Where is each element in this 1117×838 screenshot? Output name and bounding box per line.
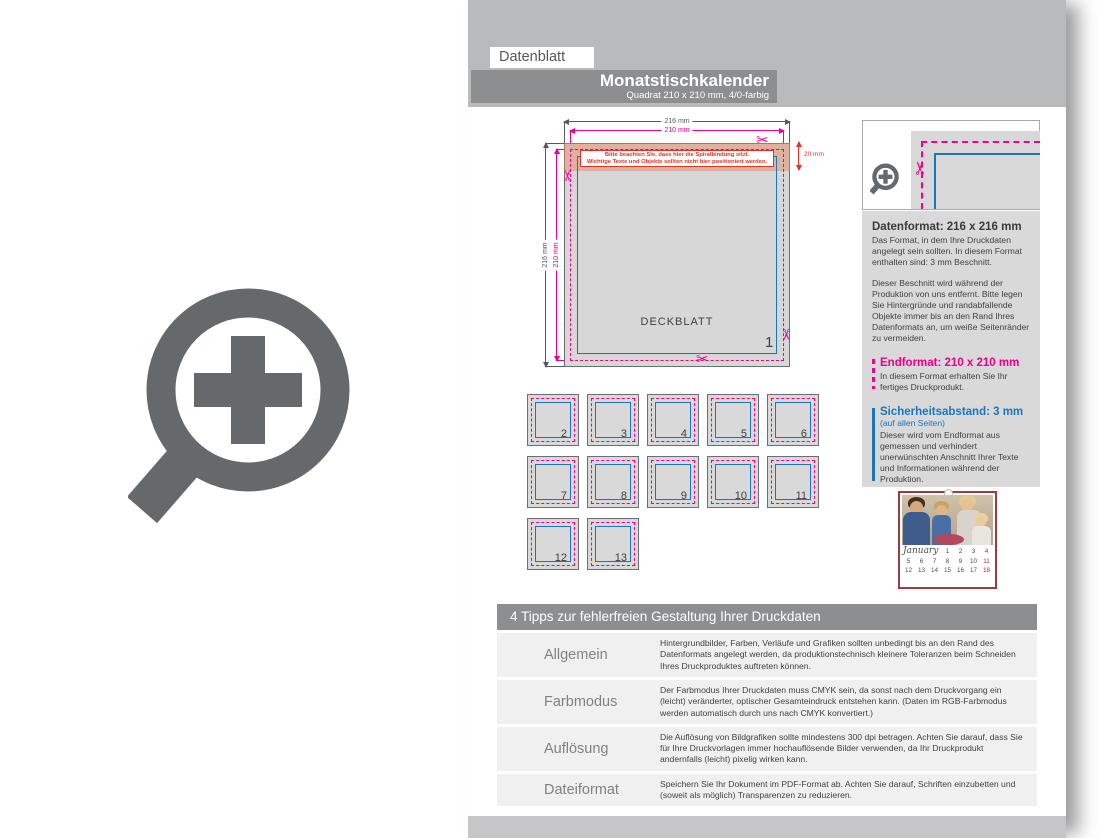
dimension-210mm-top: 210 mm bbox=[570, 130, 784, 131]
binding-warning-box: Bitte beachten Sie, dass hier die Spiralbindung sitzt. Wichtige Texte und Objekte sollten nicht hier positioniert werden. bbox=[580, 150, 774, 167]
datenformat-title: Datenformat: 216 x 216 mm bbox=[872, 221, 1022, 233]
scissors-icon: ✂ bbox=[559, 169, 577, 182]
dimension-216mm-left: 216 mm bbox=[545, 143, 546, 367]
calendar-photo bbox=[902, 495, 993, 545]
page-thumbnail: 3 bbox=[587, 394, 639, 446]
binding-dimension-label: 20 mm bbox=[804, 151, 824, 158]
datenformat-text-1: Das Format, in dem Ihre Druckdaten angelegt sein sollten. In diesem Format enthalten sind: 3 mm Beschnitt. bbox=[872, 235, 1022, 267]
page-thumbnail: 10 bbox=[707, 456, 759, 508]
page-thumbnail: 4 bbox=[647, 394, 699, 446]
tip-label: Auflösung bbox=[544, 740, 609, 757]
detail-safety-line-h bbox=[934, 153, 1040, 155]
tip-label: Farbmodus bbox=[544, 693, 618, 710]
corner-detail-box bbox=[862, 120, 1040, 210]
tip-label: Dateiformat bbox=[544, 782, 619, 799]
sicherheitsabstand-text: Dieser wird vom Endformat aus gemessen und verhindert unerwünschten Anschnitt Ihrer Texte und Informationen während der Produktion. bbox=[880, 430, 1019, 484]
detail-safety-line-v bbox=[934, 153, 936, 209]
page-thumbnail: 6 bbox=[767, 394, 819, 446]
sicherheitsabstand-section bbox=[872, 406, 1031, 485]
tip-label: Allgemein bbox=[544, 647, 608, 663]
dimension-216mm-top: 216 mm bbox=[564, 121, 790, 122]
tip-row-allgemein bbox=[497, 633, 1037, 677]
tip-text: Speichern Sie Ihr Dokument im PDF-Format ab. Achten Sie darauf, Schriften einzubetten und (soweit als möglich) Transparenzen zu reduzieren. bbox=[660, 778, 1016, 801]
calendar-product-preview bbox=[898, 491, 997, 589]
page-thumbnail: 5 bbox=[707, 394, 759, 446]
zoom-plus-icon-small bbox=[870, 163, 900, 199]
tip-text: Hintergrundbilder, Farben, Verläufe und Grafiken sollten unbedingt bis an den Rand des Datenformats angelegt werden, da produktionstechnisch kleinere Toleranzen beim Schneiden Ihres Druckproduktes auftreten können. bbox=[660, 638, 1016, 671]
endformat-legend-bar bbox=[872, 359, 875, 389]
cover-page-number: 1 bbox=[765, 334, 774, 351]
page-thumbnail: 2 bbox=[527, 394, 579, 446]
zoom-plus-icon bbox=[128, 282, 360, 564]
scissors-icon: ✂ bbox=[756, 132, 769, 149]
calendar-month-label: January bbox=[903, 546, 939, 556]
cover-label: DECKBLATT bbox=[640, 316, 714, 328]
page-thumbnail: 12 bbox=[527, 518, 579, 570]
page-title: Monatstischkalender bbox=[599, 71, 769, 90]
page-thumbnail: 7 bbox=[527, 456, 579, 508]
dimension-210mm-left: 210 mm bbox=[556, 149, 557, 361]
datasheet-page bbox=[468, 0, 1066, 838]
dimension-20mm-binding bbox=[798, 142, 799, 170]
page-thumbnail: 8 bbox=[587, 456, 639, 508]
tip-row-farbmodus bbox=[497, 680, 1037, 724]
page-subtitle: Quadrat 210 x 210 mm, 4/0-farbig bbox=[626, 90, 769, 101]
endformat-title: Endformat: 210 x 210 mm bbox=[880, 357, 1020, 369]
tip-row-dateiformat bbox=[497, 774, 1037, 807]
scissors-icon: ✂ bbox=[696, 351, 709, 368]
page-thumbnail: 13 bbox=[587, 518, 639, 570]
datenblatt-tab: Datenblatt bbox=[490, 47, 594, 68]
title-bar bbox=[471, 70, 777, 103]
endformat-text: In diesem Format erhalten Sie Ihr fertiges Druckprodukt. bbox=[880, 371, 1008, 392]
scissors-icon: ✂ bbox=[910, 160, 931, 176]
safety-legend-bar bbox=[872, 408, 875, 481]
inner-pages-grid bbox=[527, 394, 823, 570]
datenformat-text-2: Dieser Beschnitt wird während der Produktion von uns entfernt. Bitte legen Sie Hintergründe und randabfallende Objekte immer bis an den Rand Ihres Datenformats an, um weiße Seitenränder zu vermeiden. bbox=[872, 278, 1030, 343]
bottom-band bbox=[468, 816, 1066, 838]
calendar-month-grid: January 1 2 3 4 5 6 7 8 9 10 11 12 13 14 15 16 17 18 bbox=[903, 546, 990, 574]
page-thumbnail: 11 bbox=[767, 456, 819, 508]
tip-row-aufloesung bbox=[497, 727, 1037, 771]
tip-text: Der Farbmodus Ihrer Druckdaten muss CMYK sein, da sonst nach dem Druckvorgang ein (leicht) veränderter, optischer Gesamteindruck entstehen kann. (Daten im RGB-Farbmodus werden automatisch durch uns nach CMYK konvertiert.) bbox=[660, 685, 1007, 718]
tip-text: Die Auflösung von Bildgrafiken sollte mindestens 300 dpi betragen. Achten Sie darauf, dass Sie für Ihre Druckvorlagen immer hochauflösende Bilder verwenden, da Ihr Druckprodukt andernfalls (leicht) pixelig wirken kann. bbox=[660, 731, 1023, 765]
endformat-section bbox=[872, 357, 1031, 393]
scissors-icon: ✂ bbox=[776, 328, 794, 341]
sicherheitsabstand-title: Sicherheitsabstand: 3 mm bbox=[880, 406, 1024, 418]
tips-table bbox=[497, 604, 1037, 806]
detail-dashed-line-h bbox=[921, 141, 1040, 143]
format-info-panel bbox=[862, 211, 1040, 487]
sicherheitsabstand-subtitle: (auf allen Seiten) bbox=[880, 418, 945, 428]
page-thumbnail: 9 bbox=[647, 456, 699, 508]
tips-header: 4 Tipps zur fehlerfreien Gestaltung Ihrer Druckdaten bbox=[497, 604, 1037, 630]
